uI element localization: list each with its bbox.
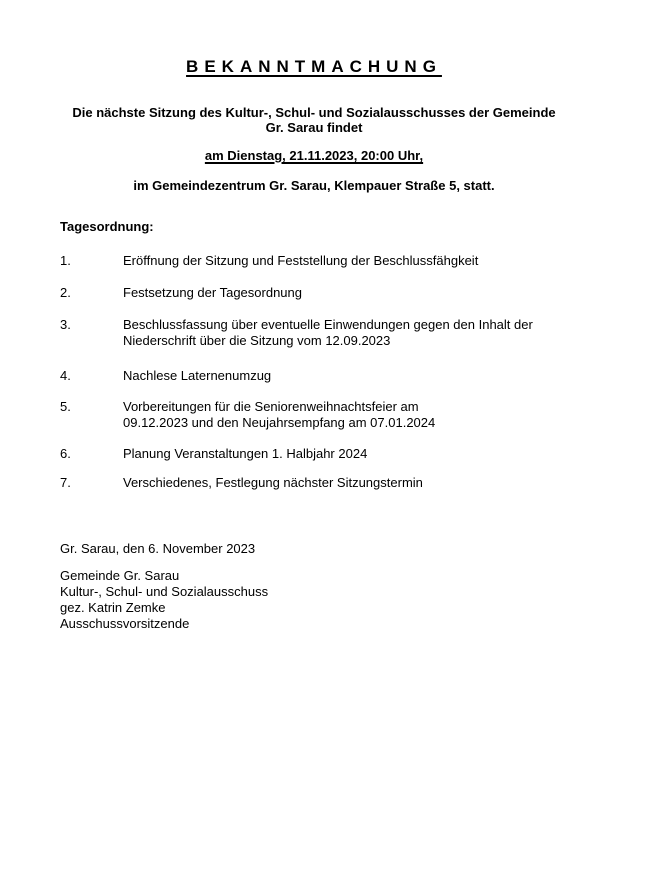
- intro-line-2: Gr. Sarau findet: [265, 120, 363, 135]
- agenda-item-text: Vorbereitungen für die Seniorenweihnachtsfeier am: [123, 399, 419, 414]
- meeting-datetime-text: am Dienstag, 21.11.2023, 20:00 Uhr,: [204, 148, 424, 163]
- agenda-item-number: 2.: [60, 285, 71, 300]
- agenda-item-text: Eröffnung der Sitzung und Feststellung der Beschlussfähgkeit: [123, 253, 479, 268]
- agenda-heading: Tagesordnung:: [60, 219, 154, 234]
- meeting-location: im Gemeindezentrum Gr. Sarau, Klempauer Straße 5, statt.: [133, 178, 495, 193]
- agenda-item-5: [60, 399, 590, 431]
- intro-line-1: Die nächste Sitzung des Kultur-, Schul- und Sozialausschusses der Gemeinde: [72, 105, 556, 120]
- place-and-date: Gr. Sarau, den 6. November 2023: [60, 541, 256, 556]
- agenda-item-3: [60, 317, 590, 349]
- meeting-datetime: [60, 148, 568, 163]
- signature-org: Gemeinde Gr. Sarau: [60, 568, 180, 583]
- agenda-item-text: Verschiedenes, Festlegung nächster Sitzungstermin: [123, 475, 423, 490]
- agenda-item-text: Beschlussfassung über eventuelle Einwendungen gegen den Inhalt der: [123, 317, 533, 332]
- agenda-item-number: 6.: [60, 446, 71, 461]
- page-title: BEKANNTMACHUNG: [186, 57, 442, 76]
- signature-name: gez. Katrin Zemke: [60, 600, 166, 615]
- agenda-item-text: Festsetzung der Tagesordnung: [123, 285, 302, 300]
- agenda-item-1: [60, 253, 590, 269]
- agenda-item-text: Nachlese Laternenumzug: [123, 368, 272, 383]
- agenda-item-7: [60, 475, 590, 491]
- agenda-item-number: 4.: [60, 368, 71, 383]
- agenda-item-number: 5.: [60, 399, 71, 414]
- agenda-item-number: 1.: [60, 253, 71, 268]
- signature-block: [60, 568, 590, 632]
- signature-committee: Kultur-, Schul- und Sozialausschuss: [60, 584, 269, 599]
- signature-role: Ausschussvorsitzende: [60, 616, 190, 631]
- agenda-item-text: 09.12.2023 und den Neujahrsempfang am 07.01.2024: [123, 415, 436, 430]
- agenda-item-4: [60, 368, 590, 384]
- agenda-item-number: 7.: [60, 475, 71, 490]
- agenda-item-text: Niederschrift über die Sitzung vom 12.09.2023: [123, 333, 391, 348]
- agenda-item-2: [60, 285, 590, 301]
- intro-paragraph: [60, 105, 568, 135]
- agenda-item-text: Planung Veranstaltungen 1. Halbjahr 2024: [123, 446, 368, 461]
- agenda-item-6: [60, 446, 590, 462]
- agenda-item-number: 3.: [60, 317, 71, 332]
